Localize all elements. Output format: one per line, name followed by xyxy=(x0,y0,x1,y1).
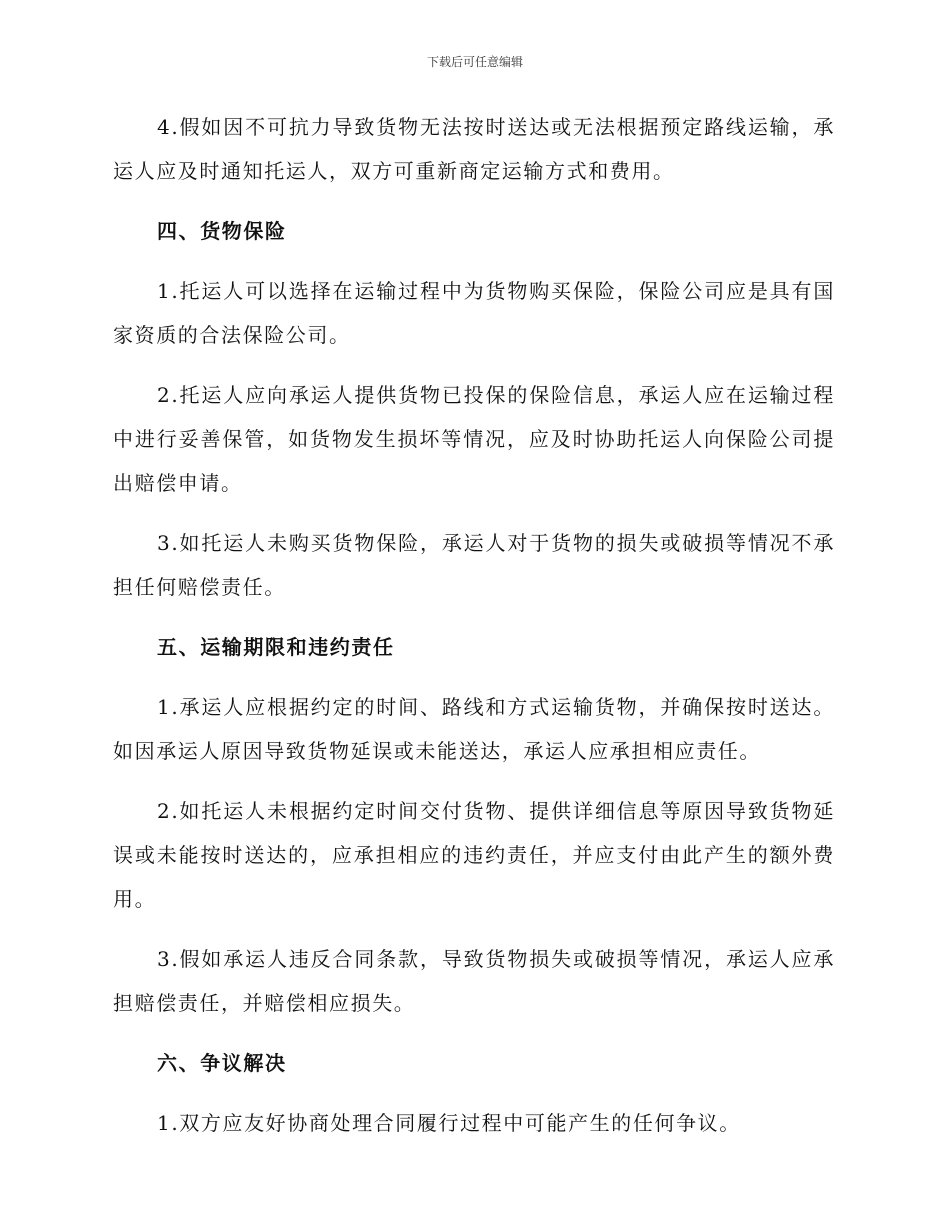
section-heading: 五、运输期限和违约责任 xyxy=(157,635,395,659)
paragraph: 4.假如因不可抗力导致货物无法按时送达或无法根据预定路线运输，承运人应及时通知托运人，双方可重新商定运输方式和费用。 xyxy=(113,115,835,183)
section-heading: 六、争议解决 xyxy=(157,1051,287,1075)
section-5-heading-block xyxy=(113,625,835,669)
paragraph: 1.托运人可以选择在运输过程中为货物购买保险，保险公司应是具有国家资质的合法保险公司。 xyxy=(113,279,835,347)
paragraph: 2.如托运人未根据约定时间交付货物、提供详细信息等原因导致货物延误或未能按时送达的，应承担相应的违约责任，并应支付由此产生的额外费用。 xyxy=(113,799,835,911)
clause-5-3 xyxy=(113,937,835,1025)
document-body xyxy=(113,105,835,1161)
clause-4-2 xyxy=(113,373,835,505)
paragraph: 1.双方应友好协商处理合同履行过程中可能产生的任何争议。 xyxy=(157,1111,741,1135)
clause-5-2 xyxy=(113,789,835,921)
clause-4-1 xyxy=(113,269,835,357)
page-header: 下载后可任意编辑 xyxy=(426,55,523,69)
clause-4-3 xyxy=(113,521,835,609)
paragraph: 1.承运人应根据约定的时间、路线和方式运输货物，并确保按时送达。如因承运人原因导致货物延误或未能送达，承运人应承担相应责任。 xyxy=(113,695,835,763)
clause-6-1 xyxy=(113,1101,835,1145)
paragraph: 2.托运人应向承运人提供货物已投保的保险信息，承运人应在运输过程中进行妥善保管，如货物发生损坏等情况，应及时协助托运人向保险公司提出赔偿申请。 xyxy=(113,383,835,495)
paragraph: 3.假如承运人违反合同条款，导致货物损失或破损等情况，承运人应承担赔偿责任，并赔偿相应损失。 xyxy=(113,947,835,1015)
section-6-heading-block xyxy=(113,1041,835,1085)
section-4-heading-block xyxy=(113,209,835,253)
section-heading: 四、货物保险 xyxy=(157,219,287,243)
clause-3-4 xyxy=(113,105,835,193)
paragraph: 3.如托运人未购买货物保险，承运人对于货物的损失或破损等情况不承担任何赔偿责任。 xyxy=(113,531,835,599)
clause-5-1 xyxy=(113,685,835,773)
